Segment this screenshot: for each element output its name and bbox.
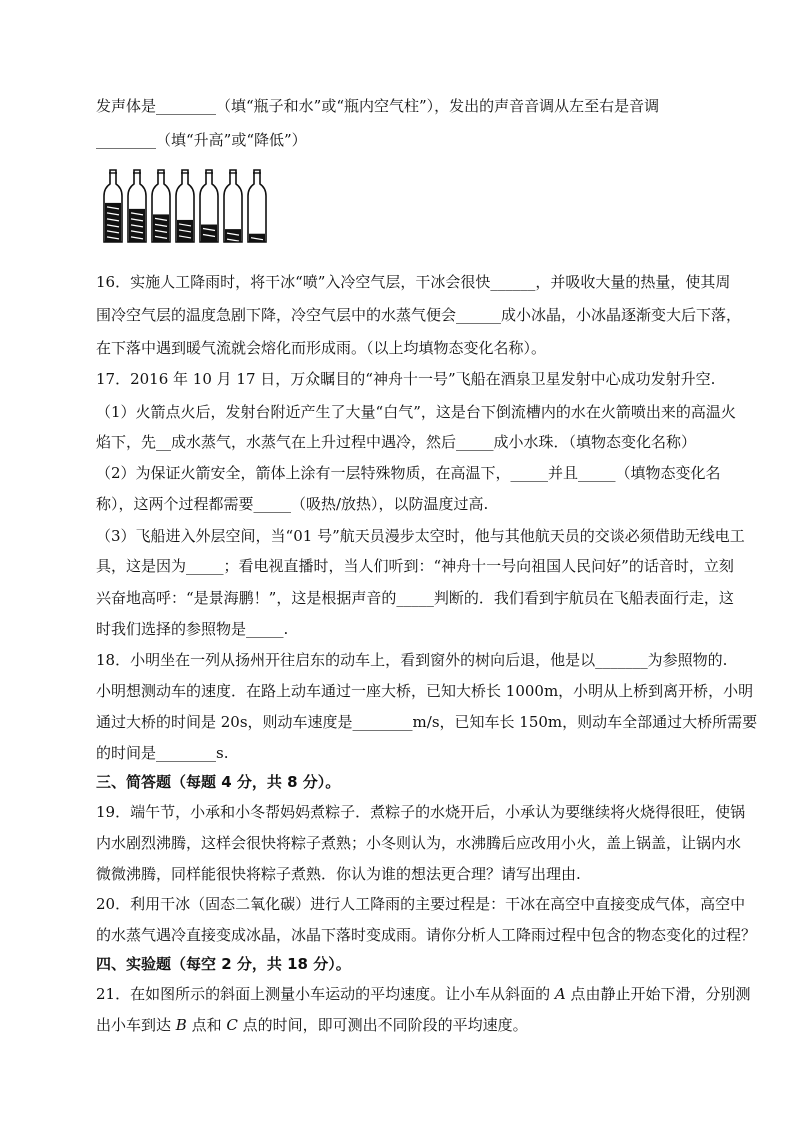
bottle-outline bbox=[248, 170, 266, 242]
q18-line1: 18．小明坐在一列从扬州开往启东的动车上，看到窗外的树向后退，他是以_______为参照物的. bbox=[96, 651, 728, 669]
bottles-figure bbox=[100, 168, 270, 246]
q17-line2: （1）火箭点火后，发射台附近产生了大量“白气”，这是台下倒流槽内的水在火箭喷出来的高温火 bbox=[96, 403, 736, 421]
q21-line2-a: 出小车到达 bbox=[96, 1016, 176, 1034]
q17-line1: 17．2016 年 10 月 17 日，万众瞩目的“神舟十一号”飞船在酒泉卫星发射中心成功发射升空. bbox=[96, 370, 716, 388]
water-fill bbox=[201, 225, 217, 242]
q18-line2: 小明想测动车的速度．在路上动车通过一座大桥，已知大桥长 1000m，小明从上桥到离开桥，小明 bbox=[96, 682, 754, 700]
q21-line1-b: 点由静止开始下滑，分别测 bbox=[565, 985, 751, 1003]
q21-line2 bbox=[96, 1015, 528, 1035]
q19-line1: 19．端午节，小承和小冬帮妈妈煮粽子．煮粽子的水烧开后，小承认为要继续将火烧得很旺，使锅 bbox=[96, 803, 746, 821]
q21-line2-c: 点的时间，即可测出不同阶段的平均速度。 bbox=[237, 1016, 528, 1034]
bottle-7 bbox=[248, 170, 266, 242]
q16-line3: 在下落中遇到暖气流就会熔化而形成雨。（以上均填物态变化名称）。 bbox=[96, 339, 547, 357]
point-a-label: A bbox=[554, 985, 566, 1003]
bottle-1 bbox=[104, 170, 122, 242]
q15-line2: ________（填“升高”或“降低”） bbox=[96, 131, 307, 149]
q19-line3: 微微沸腾，同样能很快将粽子煮熟．你认为谁的想法更合理？请写出理由. bbox=[96, 865, 581, 883]
q17-line6: （3）飞船进入外层空间，当“01 号”航天员漫步太空时，他与其他航天员的交谈必须借助无线电工 bbox=[96, 527, 745, 545]
bottle-4 bbox=[176, 170, 194, 242]
q18-line3: 通过大桥的时间是 20s，则动车速度是________m/s，已知车长 150m，则动车全部通过大桥所需要 bbox=[96, 713, 758, 731]
q21-line1 bbox=[96, 984, 750, 1004]
bottle-6 bbox=[224, 170, 242, 242]
q19-line2: 内水剧烈沸腾，这样会很快将粽子煮熟；小冬则认为，水沸腾后应改用小火，盖上锅盖，让锅内水 bbox=[96, 834, 742, 852]
q21-line2-b: 点和 bbox=[186, 1016, 227, 1034]
bottle-5 bbox=[200, 170, 218, 242]
q20-line2: 的水蒸气遇冷直接变成冰晶，冰晶下落时变成雨。请你分析人工降雨过程中包含的物态变化的过程？ bbox=[96, 926, 757, 944]
q18-line4: 的时间是________s. bbox=[96, 744, 229, 762]
q21-line1-a: 21．在如图所示的斜面上测量小车运动的平均速度。让小车从斜面的 bbox=[96, 985, 555, 1003]
bottle-2 bbox=[128, 170, 146, 242]
section3-heading: 三、简答题（每题 4 分，共 8 分）。 bbox=[96, 773, 341, 791]
q16-line2: 围冷空气层的温度急剧下降，冷空气层中的水蒸气便会______成小冰晶，小冰晶逐渐变大后下落， bbox=[96, 306, 742, 324]
q17-line9: 时我们选择的参照物是_____. bbox=[96, 620, 289, 638]
q17-line3: 焰下，先__成水蒸气，水蒸气在上升过程中遇冷，然后_____成小水珠．（填物态变化名称） bbox=[96, 433, 697, 451]
point-c-label: C bbox=[226, 1016, 238, 1034]
q20-line1: 20．利用干冰（固态二氧化碳）进行人工降雨的主要过程是：干冰在高空中直接变成气体，高空中 bbox=[96, 895, 746, 913]
bottle-3 bbox=[152, 170, 170, 242]
q15-line1: 发声体是________（填“瓶子和水”或“瓶内空气柱”），发出的声音音调从左至右是音调 bbox=[96, 97, 660, 115]
q17-line8: 兴奋地高呼：“是景海鹏！”，这是根据声音的_____判断的．我们看到宇航员在飞船表面行走，这 bbox=[96, 589, 734, 607]
q17-line4: （2）为保证火箭安全，箭体上涂有一层特殊物质，在高温下，_____并且_____（填物态变化名 bbox=[96, 464, 721, 482]
section4-heading: 四、实验题（每空 2 分，共 18 分）。 bbox=[96, 955, 351, 973]
point-b-label: B bbox=[175, 1016, 187, 1034]
q16-line1: 16．实施人工降雨时，将干冰“喷”入冷空气层，干冰会很快______，并吸收大量的热量，使其周 bbox=[96, 273, 731, 291]
q17-line5: 称），这两个过程都需要_____（吸热/放热），以防温度过高. bbox=[96, 495, 489, 513]
q17-line7: 具，这是因为_____；看电视直播时，当人们听到：“神舟十一号向祖国人民问好”的话音时，立刻 bbox=[96, 557, 734, 575]
